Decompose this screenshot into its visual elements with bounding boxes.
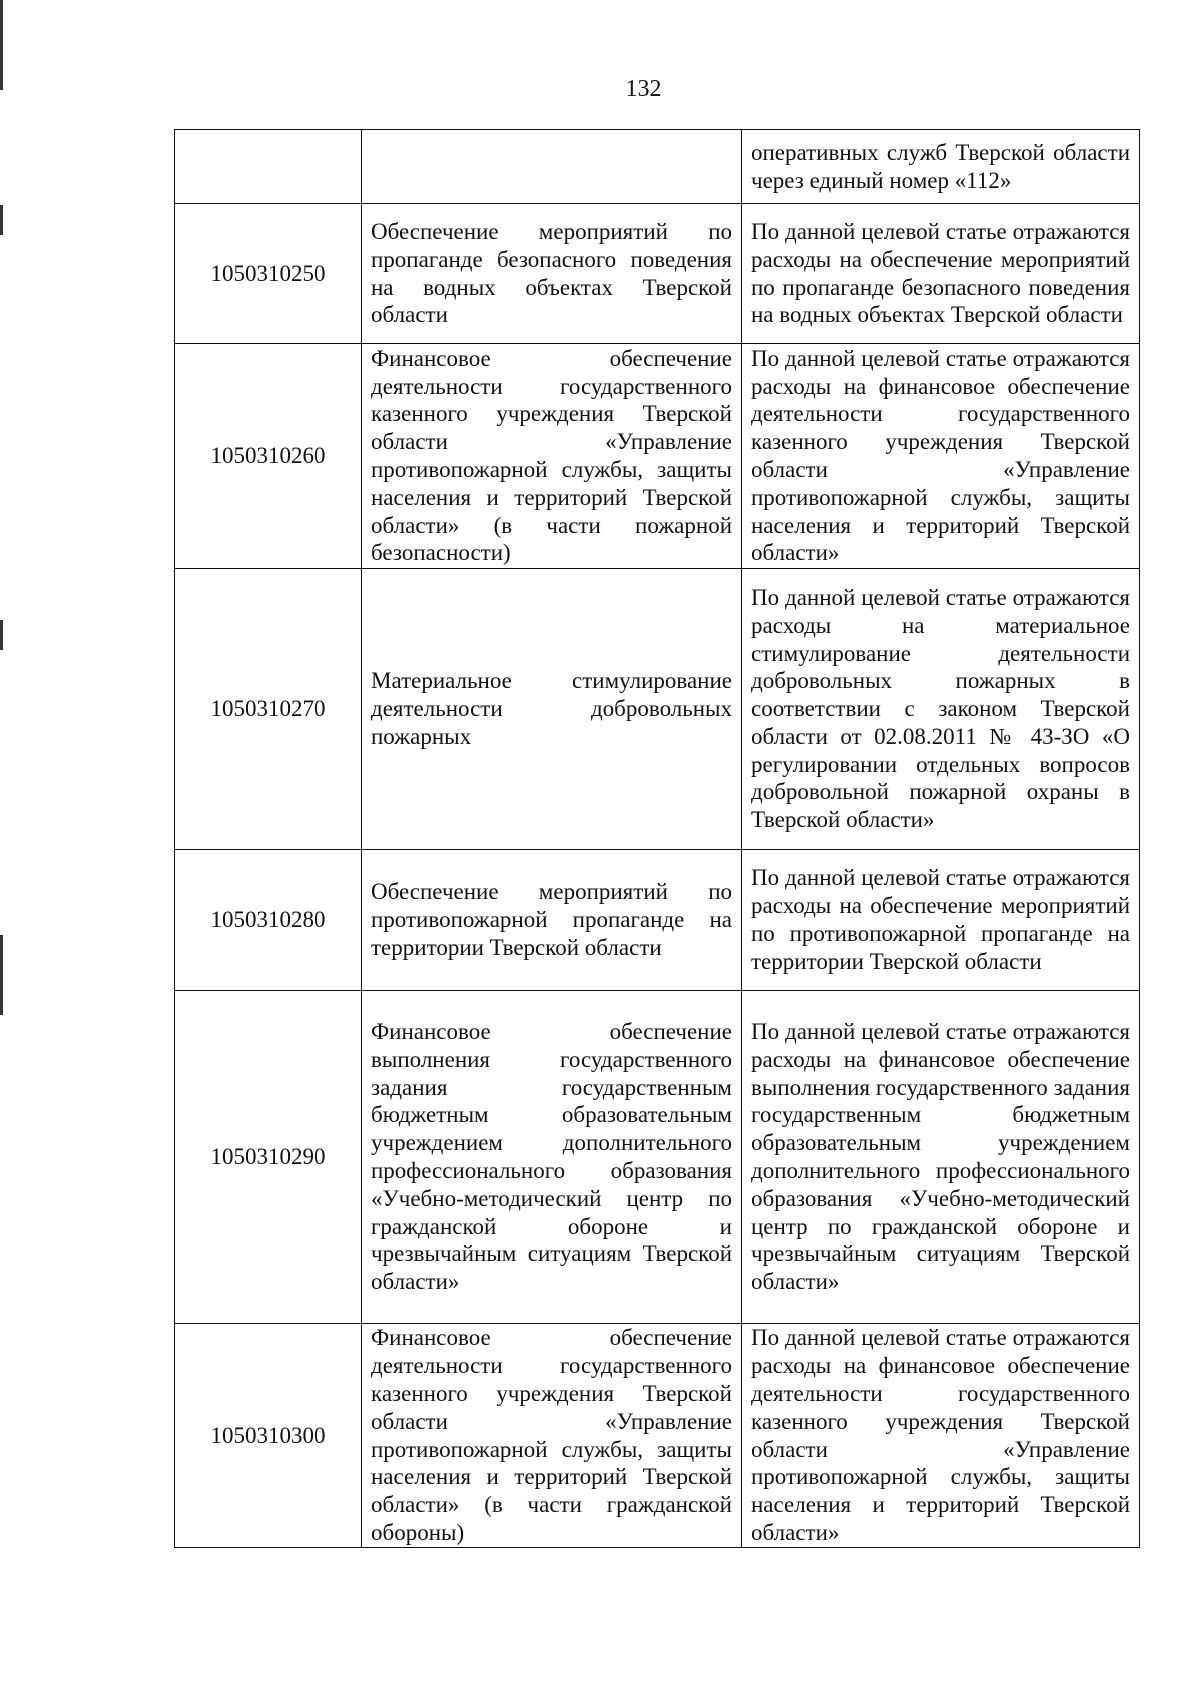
description-cell <box>742 991 1140 1324</box>
description-cell <box>742 344 1140 569</box>
description-cell <box>742 204 1140 344</box>
description-cell <box>742 569 1140 850</box>
budget-classification-table <box>174 129 1140 1548</box>
name-cell: Финансовое обеспечение деятельности государственного казенного учреждения Тверской области «Управление противопожарной службы, защиты населения и территорий Тверской области» (в части гражданской обороны) <box>362 1324 742 1548</box>
code-cell: 1050310260 <box>175 344 362 569</box>
code-cell: 1050310300 <box>175 1324 362 1548</box>
description-text: По данной целевой статье отражаются расходы на финансовое обеспечение выполнения государственного задания государственным бюджетным образовательным учреждением дополнительного профессионального образования «Учебно-методический центр по гражданской обороне и чрезвычайным ситуациям Тверской области» <box>751 1019 1130 1295</box>
description-text: По данной целевой статье отражаются расходы на материальное стимулирование деятельности добровольных пожарных в соответствии с законом Тверской области от 02.08.2011 № 43-ЗО «О регулировании отдельных вопросов добровольной пожарной охраны в Тверской области» <box>751 584 1130 833</box>
table-row <box>175 991 1140 1324</box>
scan-edge-mark <box>0 620 3 650</box>
name-cell: Материальное стимулирование деятельности добровольных пожарных <box>362 569 742 850</box>
description-text: По данной целевой статье отражаются расходы на обеспечение мероприятий по противопожарной пропаганде на территории Тверской области <box>751 865 1130 974</box>
scan-edge-mark <box>0 935 3 1015</box>
description-cell <box>742 1324 1140 1548</box>
page-number: 132 <box>625 76 662 102</box>
name-cell <box>362 130 742 204</box>
name-cell: Финансовое обеспечение выполнения государственного задания государственным бюджетным образовательным учреждением дополнительного профессионального образования «Учебно-методический центр по гражданской обороне и чрезвычайным ситуациям Тверской области» <box>362 991 742 1324</box>
description-cell <box>742 130 1140 204</box>
table-row <box>175 1324 1140 1548</box>
table-row <box>175 130 1140 204</box>
name-cell: Обеспечение мероприятий по пропаганде безопасного поведения на водных объектах Тверской области <box>362 204 742 344</box>
code-cell: 1050310280 <box>175 850 362 991</box>
description-text: По данной целевой статье отражаются расходы на финансовое обеспечение деятельности государственного казенного учреждения Тверской области «Управление противопожарной службы, защиты населения и территорий Тверской области» <box>751 345 1130 566</box>
code-cell: 1050310290 <box>175 991 362 1324</box>
name-cell: Обеспечение мероприятий по противопожарной пропаганде на территории Тверской области <box>362 850 742 991</box>
scan-edge-mark <box>0 205 3 235</box>
description-text: По данной целевой статье отражаются расходы на обеспечение мероприятий по пропаганде безопасного поведения на водных объектах Тверской области <box>751 218 1130 328</box>
table-row <box>175 344 1140 569</box>
code-cell: 1050310270 <box>175 569 362 850</box>
table-row <box>175 204 1140 344</box>
description-text: По данной целевой статье отражаются расходы на финансовое обеспечение деятельности государственного казенного учреждения Тверской области «Управление противопожарной службы, защиты населения и территорий Тверской области» <box>751 1325 1130 1545</box>
table-row <box>175 569 1140 850</box>
description-text: оперативных служб Тверской области через единый номер «112» <box>751 139 1130 193</box>
code-cell: 1050310250 <box>175 204 362 344</box>
description-cell <box>742 850 1140 991</box>
code-cell <box>175 130 362 204</box>
table-row <box>175 850 1140 991</box>
name-cell: Финансовое обеспечение деятельности государственного казенного учреждения Тверской области «Управление противопожарной службы, защиты населения и территорий Тверской области» (в части пожарной безопасности) <box>362 344 742 569</box>
